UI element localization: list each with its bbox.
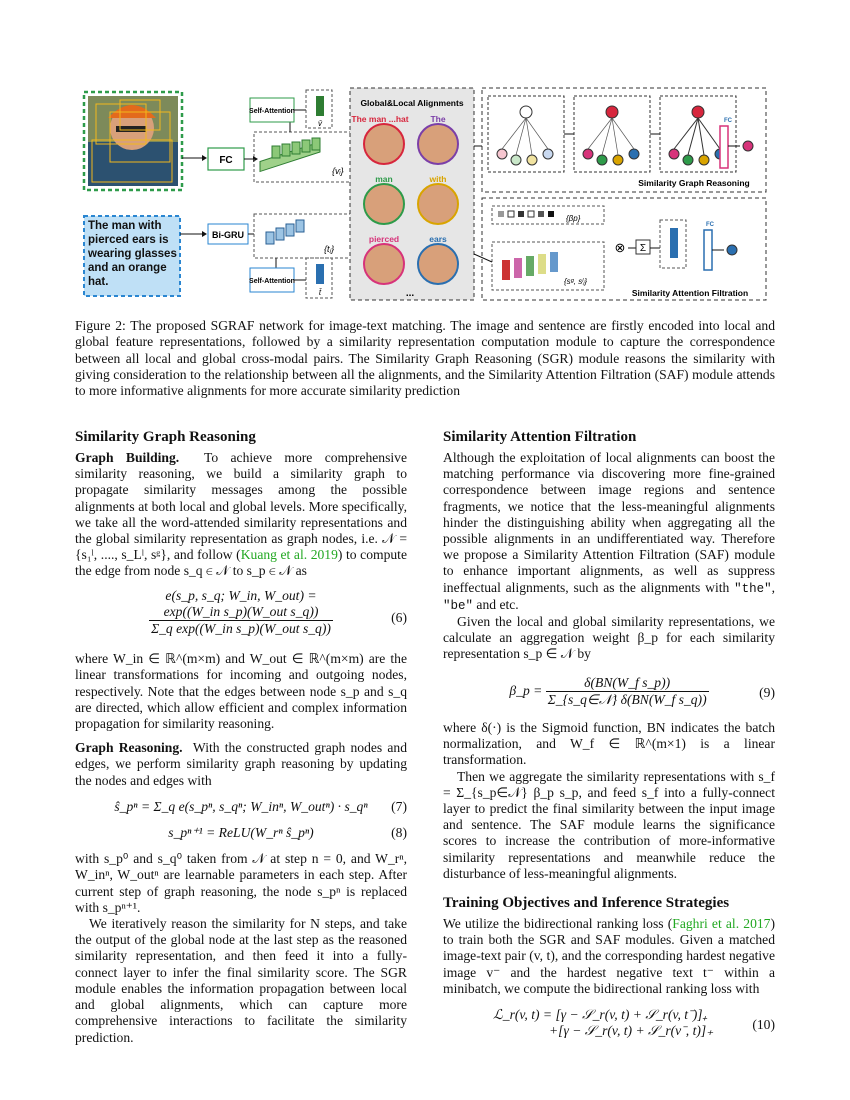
fc-small-bottom: FC [706, 222, 714, 228]
eq10-number: (10) [752, 1017, 775, 1033]
saf-p1-text: Although the exploitation of local alignments can boost the matching performance via discovering more fine-grained correspondence between image regions and sentence fragments, we notice that the less-meaningful alignments hinder the distinguishing ability when aggregating all the possible alignments in an undifferentiated way. Therefore we propose a Similarity Attention Filtration (SAF) module to enhance important alignments, as well as suppress ineffectual alignments, such as the alignments with [443, 450, 775, 595]
saf-label: Similarity Attention Filtration [631, 288, 749, 298]
align-label-4: pierced [368, 234, 400, 244]
align-label-5: ears [429, 234, 447, 244]
self-attention-label-bottom: Self-Attention [249, 278, 295, 285]
eq6-denominator: Σ_q exp((W_in s_p)(W_out s_q)) [151, 621, 331, 637]
eq7-body: ŝ_pⁿ = Σ_q e(s_pⁿ, s_qⁿ; W_inⁿ, W_outⁿ) · s_qⁿ [114, 798, 368, 814]
sgraf-figure [80, 82, 770, 304]
iterative-reasoning-paragraph: We iteratively reason the similarity for N steps, and take the output of the global node at the last step as the reasoned similarity representation, and then feed it into a fully-connect layer to infer the final similarity score. The SGR module enables the information propagation between local and global alignments, which can capture more comprehensive interactions to facilitate the similarity prediction. [75, 916, 407, 1045]
equation-8 [75, 825, 407, 841]
eq8-number: (8) [391, 825, 407, 841]
saf-paragraph-1 [443, 450, 775, 614]
eq9-numerator: δ(BN(W_f s_p)) [546, 675, 709, 692]
input-image [84, 92, 182, 190]
fc-small-top: FC [724, 118, 732, 124]
bigru-label: Bi-GRU [212, 230, 244, 240]
sigma-symbol: Σ [639, 243, 647, 254]
eq6-fraction [149, 604, 333, 637]
fc-box-label: FC [219, 155, 233, 166]
alignments-title: Global&Local Alignments [360, 98, 464, 108]
input-sentence: The man with pierced ears is wearing glasses and an orange hat. [88, 220, 177, 288]
graph-reasoning-paragraph [75, 740, 407, 789]
textual-set-label: {tⱼ} [324, 244, 335, 254]
eq6-number: (6) [391, 609, 407, 625]
graph-building-text-1: To achieve more comprehensive similarity reasoning, we build a similarity graph to propagate similarity messages among the possible alignments at both local and global levels. More specifically, we take all the word-attended similarity representations and the global similarity representation as graph nodes, i.e. 𝒩 = {s₁ˡ, ...., s_Lˡ, sᵍ}, and follow ( [75, 450, 407, 563]
section-heading-saf: Similarity Attention Filtration [443, 429, 637, 445]
visual-features [260, 138, 320, 172]
eq8-body: s_pⁿ⁺¹ = ReLU(W_rⁿ ŝ_pⁿ) [168, 825, 314, 841]
training-paragraph [443, 916, 775, 997]
eq6-numerator: exp((W_in s_p)(W_out s_q)) [149, 604, 333, 621]
graph-2 [574, 96, 650, 172]
align-label-1: The [430, 114, 446, 124]
graph-building-text-2: ) to compute the edge from node s_q ∈ 𝒩 to s_p ∈ 𝒩 as [75, 547, 407, 579]
sgr-label: Similarity Graph Reasoning [638, 178, 750, 188]
eq9-denominator: Σ_{s_q∈𝒩} δ(BN(W_f s_q)) [547, 691, 707, 707]
after-eq8-paragraph: with s_p⁰ and s_q⁰ taken from 𝒩 at step n = 0, and W_rⁿ, W_inⁿ, W_outⁿ are learnable parameters in each step. After current step of graph reasoning, the node s_pⁿ is replaced with s_pⁿ⁺¹. [75, 851, 407, 915]
self-attention-label-top: Self-Attention [249, 108, 295, 115]
citation-faghri[interactable]: Faghri et al. 2017 [672, 916, 771, 932]
align-label-0: The man ...hat [351, 114, 409, 124]
equation-9 [443, 675, 775, 708]
align-label-2: man [375, 174, 393, 184]
after-eq6-paragraph: where W_in ∈ ℝ^(m×m) and W_out ∈ ℝ^(m×m) are the linear transformations for incoming and outgoing nodes, respectively. Note that the edges between node s_p and s_q are directed, which allow efficient and complex information propagation for similarity reasoning. [75, 651, 407, 732]
saf-paragraph-3: where δ(·) is the Sigmoid function, BN indicates the batch normalization, and W_f ∈ ℝ^(m×1) is a linear transformation. [443, 720, 775, 768]
align-label-3: with [429, 174, 447, 184]
right-column [443, 428, 775, 1050]
equation-10 [443, 1007, 775, 1039]
eq7-number: (7) [391, 798, 407, 814]
eq10-line-2: +[γ − 𝒮_r(v, t) + 𝒮_r(v⁻, t)]₊ [549, 1023, 714, 1039]
training-text-2: ) to train both the SGR and SAF modules. Given a matched image-text pair (v, t), and the corresponding hardest negative image v⁻ and the hardest negative text t⁻ within a minibatch, we compute the bidirectional ranking loss with [443, 916, 775, 996]
saf-paragraph-2: Given the local and global similarity representations, we calculate an aggregation weight β_p for each similarity representation s_p ∈ 𝒩 by [443, 614, 775, 662]
graph-building-runin: Graph Building. [75, 450, 180, 465]
s-set-label: {sᵍ, sˡⱼ} [564, 277, 588, 286]
eq9-lhs: β_p = [509, 682, 543, 698]
alignments-ellipsis: ... [405, 288, 415, 299]
visual-set-label: {vᵢ} [332, 166, 344, 176]
otimes-symbol: ⊗ [614, 240, 626, 255]
equation-7 [75, 799, 407, 815]
graph-reasoning-text: With the constructed graph nodes and edges, we perform similarity graph reasoning by updating the nodes and edges with [75, 740, 408, 788]
eq6-lhs: e(s_p, s_q; W_in, W_out) = [165, 587, 317, 603]
code-the: "the" [734, 581, 772, 596]
t-bar-label: t̄ [318, 288, 322, 297]
eq9-fraction [546, 675, 709, 708]
left-column [75, 428, 407, 1046]
beta-p-label: {βp} [566, 214, 581, 223]
equation-6 [75, 588, 407, 638]
saf-p1-sep: , [771, 579, 775, 595]
graph-1 [488, 96, 564, 172]
graph-building-paragraph [75, 450, 407, 580]
section-heading-training: Training Objectives and Inference Strategies [443, 895, 730, 912]
v-bar-label: v̄ [318, 119, 322, 128]
section-heading-sgr: Similarity Graph Reasoning [75, 429, 256, 445]
eq10-line-1: ℒ_r(v, t) = [γ − 𝒮_r(v, t) + 𝒮_r(v, t⁻)]₊ [493, 1007, 708, 1023]
training-text-1: We utilize the bidirectional ranking loss ( [443, 916, 673, 932]
code-be: "be" [443, 598, 474, 613]
citation-kuang[interactable]: Kuang et al. 2019 [240, 547, 338, 563]
saf-p1-end: and etc. [473, 596, 519, 612]
eq9-number: (9) [759, 684, 775, 700]
figure-caption: Figure 2: The proposed SGRAF network for image-text matching. The image and sentence are firstly encoded into local and global feature representations, followed by a similarity representation computation module to capture the correspondence between all local and global cross-modal pairs. The Similarity Graph Reasoning (SGR) module reasons the similarity with giving consideration to the relationship between all the alignments, and the Similarity Attention Filtration (SAF) module attends to more informative alignments for more accurate similarity prediction [75, 318, 775, 399]
textual-features [266, 220, 304, 244]
saf-paragraph-4: Then we aggregate the similarity representations with s_f = Σ_{s_p∈𝒩} β_p s_p, and feed s_f into a fully-connect layer to predict the final similarity between the input image and sentence. The SAF module learns the significance scores to increase the contribution of more-informative similarity representations and meanwhile reduce the disturbance of less-meaningful alignments. [443, 768, 775, 881]
graph-reasoning-runin: Graph Reasoning. [75, 740, 183, 756]
